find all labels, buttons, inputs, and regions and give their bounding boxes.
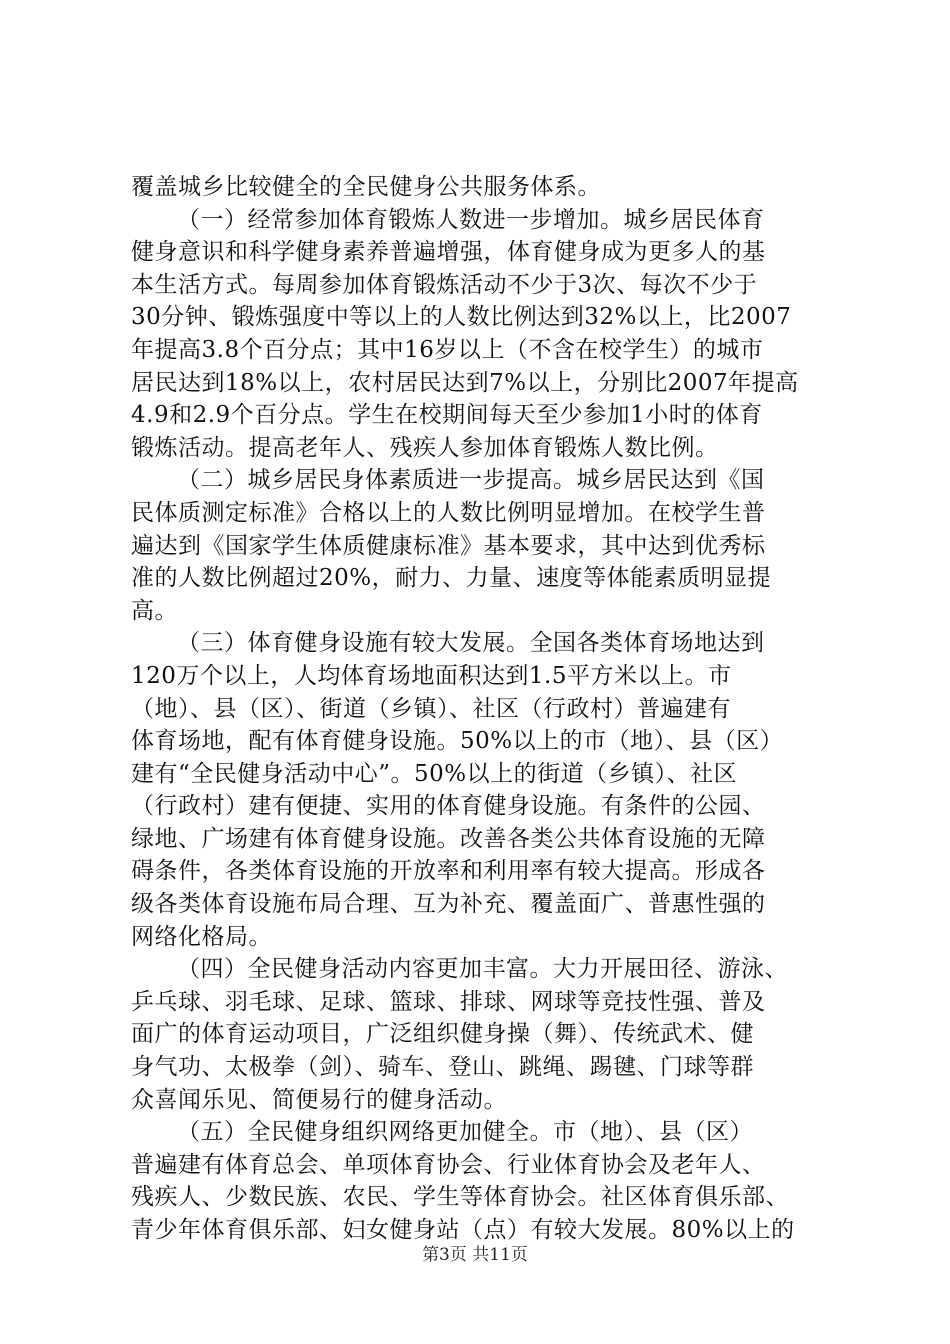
text-line: 网络化格局。 — [131, 923, 272, 950]
text-line: （地）、县（区）、街道（乡镇）、社区（行政村）普遍建有 — [131, 695, 731, 722]
text-line: 残疾人、少数民族、农民、学生等体育协会。社区体育俱乐部、 — [131, 1184, 789, 1211]
text-line: 年提高3.8个百分点；其中16岁以上（不含在校学生）的城市 — [131, 336, 764, 363]
text-line: 覆盖城乡比较健全的全民健身公共服务体系。 — [131, 174, 601, 200]
text-line: 身气功、太极拳（剑）、骑车、登山、跳绳、踢毽、门球等群 — [131, 1054, 754, 1081]
text-line: 锻炼活动。提高老年人、残疾人参加体育锻炼人数比例。 — [131, 434, 719, 461]
text-line: 面广的体育运动项目，广泛组织健身操（舞）、传统武术、健 — [131, 1021, 754, 1048]
text-line: （四）全民健身活动内容更加丰富。大力开展田径、游泳、 — [177, 956, 788, 983]
text-line: 民体质测定标准》合格以上的人数比例明显增加。在校学生普 — [131, 499, 766, 526]
text-line: 建有“全民健身活动中心”。50%以上的街道（乡镇）、社区 — [131, 760, 738, 787]
text-line: 普遍建有体育总会、单项体育协会、行业体育协会及老年人、 — [131, 1151, 766, 1178]
text-line: 健身意识和科学健身素养普遍增强，体育健身成为更多人的基 — [131, 239, 766, 266]
text-line: 体育场地，配有体育健身设施。50%以上的市（地）、县（区） — [131, 728, 784, 755]
text-line: （五）全民健身组织网络更加健全。市（地）、县（区） — [177, 1119, 753, 1146]
document-body — [131, 171, 831, 1247]
text-line: 青少年体育俱乐部、妇女健身站（点）有较大发展。80%以上的 — [131, 1217, 795, 1243]
text-line: 本生活方式。每周参加体育锻炼活动不少于3次、每次不少于 — [131, 271, 758, 298]
text-line: 居民达到18%以上，农村居民达到7%以上，分别比2007年提高 — [131, 369, 799, 396]
text-line: 众喜闻乐见、简便易行的健身活动。 — [131, 1086, 507, 1113]
text-line: 乒乓球、羽毛球、足球、篮球、排球、网球等竞技性强、普及 — [131, 988, 766, 1015]
text-line: 120万个以上，人均体育场地面积达到1.5平方米以上。市 — [131, 662, 732, 689]
text-line: （二）城乡居民身体素质进一步提高。城乡居民达到《国 — [177, 467, 765, 494]
text-line: 准的人数比例超过20%，耐力、力量、速度等体能素质明显提 — [131, 565, 772, 592]
text-line: 级各类体育设施布局合理、互为补充、覆盖面广、普惠性强的 — [131, 891, 766, 918]
text-line: （行政村）建有便捷、实用的体育健身设施。有条件的公园、 — [131, 793, 766, 820]
text-line: 碍条件，各类体育设施的开放率和利用率有较大提高。形成各 — [131, 858, 766, 885]
page-number-footer: 第3页 共11页 — [422, 1245, 528, 1265]
text-line: 遍达到《国家学生体质健康标准》基本要求，其中达到优秀标 — [131, 532, 766, 559]
text-line: （一）经常参加体育锻炼人数进一步增加。城乡居民体育 — [177, 206, 765, 233]
text-line: 高。 — [131, 597, 178, 624]
text-line: 4.9和2.9个百分点。学生在校期间每天至少参加1小时的体育 — [131, 402, 763, 429]
text-line: 30分钟、锻炼强度中等以上的人数比例达到32%以上，比2007 — [131, 304, 792, 331]
text-line: 绿地、广场建有体育健身设施。改善各类公共体育设施的无障 — [131, 825, 766, 852]
text-line: （三）体育健身设施有较大发展。全国各类体育场地达到 — [177, 630, 765, 657]
